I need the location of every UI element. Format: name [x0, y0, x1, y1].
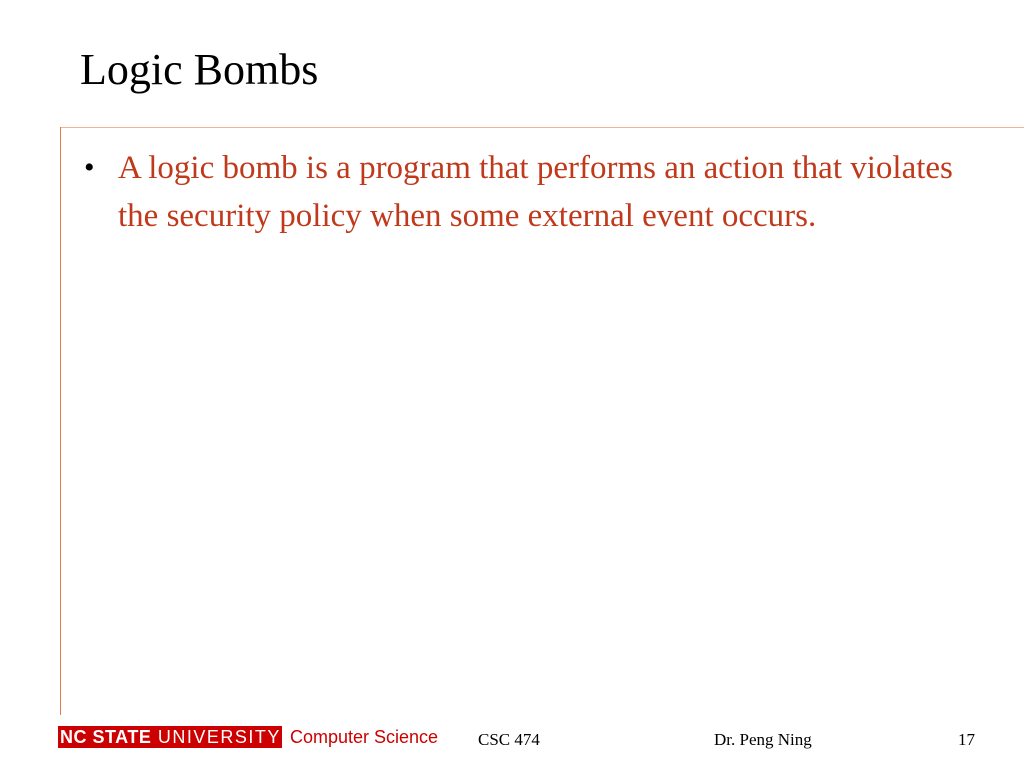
bullet-marker-icon: • — [84, 151, 95, 184]
author-name: Dr. Peng Ning — [714, 730, 812, 749]
department-name: Computer Science — [290, 727, 439, 747]
title-divider-line — [60, 127, 1024, 128]
course-code: CSC 474 — [478, 730, 540, 749]
bullet-list — [80, 144, 960, 240]
logo-university-text: UNIVERSITY — [151, 727, 281, 747]
nc-state-university-logo — [58, 726, 282, 748]
slide-footer — [0, 724, 1024, 754]
left-margin-line — [60, 127, 61, 715]
slide-title: Logic Bombs — [80, 45, 319, 94]
bullet-text: A logic bomb is a program that performs an action that violates the security policy when some external event occurs. — [118, 150, 953, 234]
logo-nc-state-text: NC STATE — [60, 727, 152, 747]
page-number: 17 — [958, 730, 975, 749]
bullet-item — [80, 144, 960, 240]
